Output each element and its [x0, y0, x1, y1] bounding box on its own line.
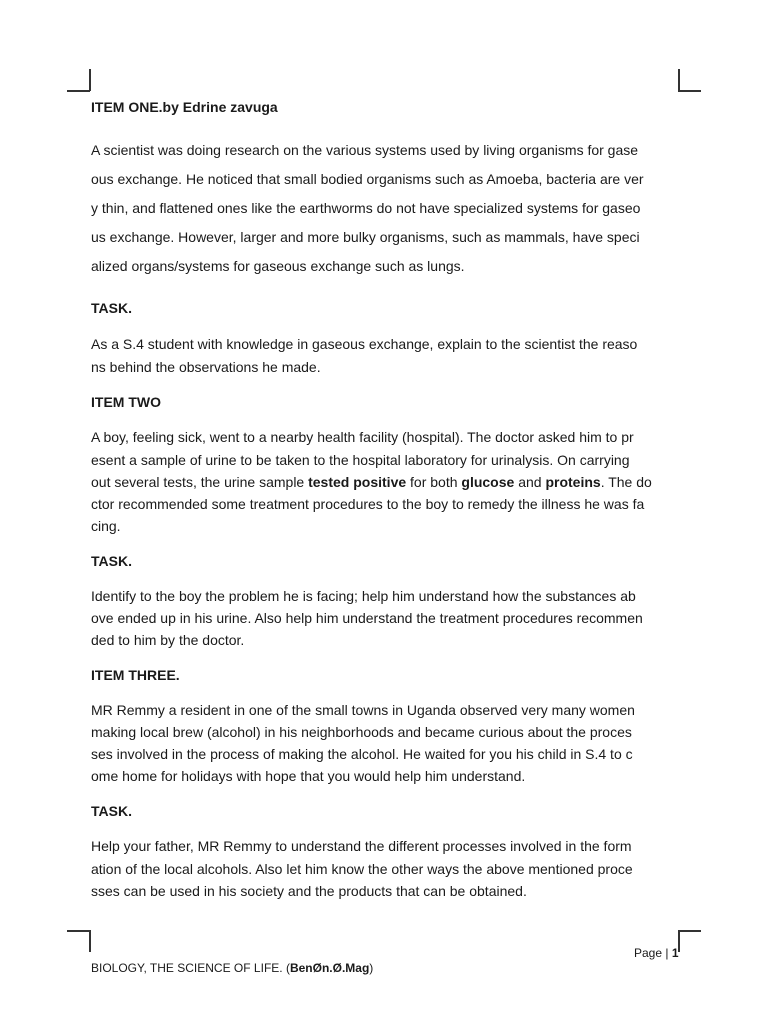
item-three-line: ses involved in the process of making the alcohol. He waited for you his child in S.4 to c	[91, 746, 633, 762]
item-two-line: A boy, feeling sick, went to a nearby health facility (hospital). The doctor asked him to pr	[91, 429, 634, 445]
proteins-emphasis: proteins	[545, 474, 601, 490]
item-one-task-line: ns behind the observations he made.	[91, 359, 321, 375]
item-three-task-line: ation of the local alcohols. Also let him know the other ways the above mentioned proce	[91, 861, 633, 877]
item-two-line-with-emphasis	[91, 474, 652, 490]
item-one-task-heading: TASK.	[91, 300, 132, 316]
item-two-text: out several tests, the urine sample	[91, 474, 309, 490]
item-three-line: MR Remmy a resident in one of the small towns in Uganda observed very many women	[91, 702, 635, 718]
item-one-heading: ITEM ONE.by Edrine zavuga	[91, 99, 278, 115]
crop-mark-top-left-horizontal	[67, 90, 90, 92]
glucose-emphasis: glucose	[461, 474, 515, 490]
item-three-task-heading: TASK.	[91, 803, 132, 819]
crop-mark-bottom-left-horizontal	[67, 930, 90, 932]
item-two-line: esent a sample of urine to be taken to the hospital laboratory for urinalysis. On carrying	[91, 452, 630, 468]
item-two-task-heading: TASK.	[91, 553, 132, 569]
item-one-line: y thin, and flattened ones like the earthworms do not have specialized systems for gaseo	[91, 200, 641, 216]
crop-mark-top-left-vertical	[89, 69, 91, 91]
tested-positive-emphasis: tested positive	[308, 474, 407, 490]
item-three-line: ome home for holidays with hope that you would help him understand.	[91, 768, 526, 784]
footer-text	[91, 961, 373, 975]
item-one-line: A scientist was doing research on the various systems used by living organisms for gase	[91, 142, 639, 158]
item-two-line: cing.	[91, 518, 121, 534]
crop-mark-top-right-horizontal	[678, 90, 701, 92]
page-number	[634, 946, 679, 960]
crop-mark-bottom-left-vertical	[89, 930, 91, 952]
item-two-text: for both	[406, 474, 462, 490]
item-three-task-line: Help your father, MR Remmy to understand the different processes involved in the form	[91, 838, 632, 854]
item-three-heading: ITEM THREE.	[91, 667, 180, 683]
item-two-text: and	[514, 474, 546, 490]
item-one-task-line: As a S.4 student with knowledge in gaseous exchange, explain to the scientist the reaso	[91, 336, 638, 352]
footer-author: BenØn.Ø.Mag	[289, 961, 370, 975]
item-one-line: ous exchange. He noticed that small bodied organisms such as Amoeba, bacteria are ver	[91, 171, 644, 187]
item-three-task-line: sses can be used in his society and the products that can be obtained.	[91, 883, 527, 899]
item-two-task-line: ove ended up in his urine. Also help him understand the treatment procedures recommen	[91, 610, 643, 626]
crop-mark-top-right-vertical	[678, 69, 680, 91]
item-three-line: making local brew (alcohol) in his neighborhoods and became curious about the proces	[91, 724, 632, 740]
page-number-value: 1	[671, 946, 679, 960]
item-two-line: ctor recommended some treatment procedures to the boy to remedy the illness he was fa	[91, 496, 645, 512]
item-two-task-line: Identify to the boy the problem he is facing; help him understand how the substances ab	[91, 588, 636, 604]
item-two-heading: ITEM TWO	[91, 394, 161, 410]
page-label: Page |	[634, 946, 672, 960]
item-two-text: . The do	[600, 474, 652, 490]
item-one-line: alized organs/systems for gaseous exchange such as lungs.	[91, 258, 465, 274]
item-two-task-line: ded to him by the doctor.	[91, 632, 245, 648]
footer-title: BIOLOGY, THE SCIENCE OF LIFE. (	[91, 961, 290, 975]
footer-close: )	[369, 961, 374, 975]
crop-mark-bottom-right-horizontal	[678, 930, 701, 932]
item-one-line: us exchange. However, larger and more bulky organisms, such as mammals, have speci	[91, 229, 640, 245]
